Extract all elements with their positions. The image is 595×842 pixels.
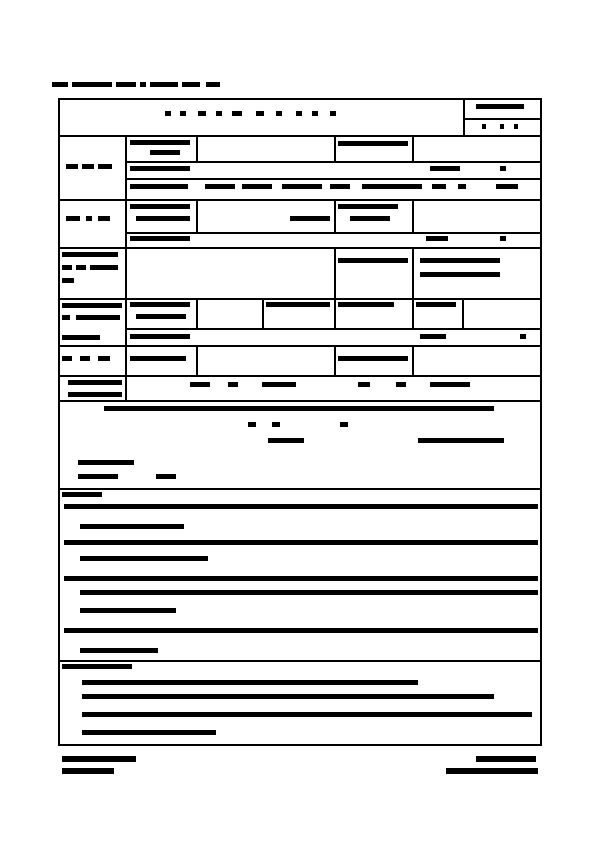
- form-title-mark: [296, 111, 302, 116]
- row-label: [76, 315, 120, 320]
- field-mark: [500, 166, 506, 171]
- form-code-mark: [514, 124, 518, 129]
- field-mark: [205, 184, 235, 189]
- form-code-mark: [500, 124, 504, 129]
- rule-v: [334, 199, 336, 233]
- rule: [58, 660, 542, 662]
- top-caption-mark: [182, 82, 200, 87]
- declaration-line: [248, 422, 256, 427]
- declaration-line: [78, 460, 134, 465]
- field-mark: [520, 334, 526, 339]
- footer-left-mark: [62, 768, 114, 774]
- field-mark: [430, 382, 470, 387]
- field-mark: [338, 356, 408, 361]
- rule: [58, 298, 542, 300]
- footer-left-mark: [62, 756, 136, 762]
- rule: [58, 135, 542, 137]
- field-mark: [396, 382, 406, 387]
- form-title-mark: [165, 111, 171, 116]
- row-label: [68, 392, 122, 397]
- rule-v: [262, 298, 264, 329]
- field-mark: [426, 236, 448, 241]
- field-mark: [496, 184, 518, 189]
- rule-v: [196, 298, 198, 329]
- note-item: [80, 590, 538, 595]
- field-mark: [130, 204, 190, 209]
- field-mark: [432, 184, 446, 189]
- rule: [58, 345, 542, 347]
- note-item: [80, 556, 208, 561]
- top-caption-mark: [116, 82, 136, 87]
- row-label: [62, 278, 74, 283]
- field-mark: [130, 184, 188, 189]
- form-title-mark: [276, 111, 282, 116]
- field-mark: [338, 302, 394, 307]
- rule-v: [412, 199, 414, 233]
- field-mark: [420, 272, 500, 277]
- row-label: [62, 265, 72, 270]
- field-mark: [242, 184, 272, 189]
- row-label: [98, 216, 110, 221]
- form-title-mark: [216, 111, 222, 116]
- remark-item: [82, 712, 532, 717]
- remark-item: [82, 694, 494, 699]
- form-code-line: [463, 118, 542, 120]
- rule-v: [334, 247, 336, 298]
- row-label: [62, 356, 72, 361]
- field-mark: [358, 382, 370, 387]
- field-mark: [282, 184, 322, 189]
- field-mark: [420, 258, 500, 263]
- field-mark: [416, 302, 456, 307]
- note-item: [64, 504, 538, 509]
- field-mark: [266, 302, 330, 307]
- declaration-line: [156, 474, 176, 479]
- rule: [126, 178, 542, 180]
- declaration-line: [104, 406, 494, 411]
- declaration-line: [78, 474, 118, 479]
- rule-v: [334, 298, 336, 329]
- declaration-line: [418, 438, 504, 443]
- form-title-mark: [180, 111, 186, 116]
- field-mark: [500, 236, 506, 241]
- declaration-line: [268, 438, 304, 443]
- notes-heading-mark: [62, 492, 102, 497]
- row-label: [68, 380, 122, 385]
- field-mark: [338, 258, 408, 263]
- rule-v: [196, 135, 198, 162]
- row-label: [86, 216, 92, 221]
- rule: [58, 247, 542, 249]
- field-mark: [350, 216, 390, 221]
- rule: [58, 488, 542, 490]
- row-label: [62, 252, 118, 257]
- field-mark: [362, 184, 422, 189]
- row-label: [62, 315, 70, 320]
- field-mark: [130, 334, 190, 339]
- remark-item: [82, 730, 216, 735]
- row-label: [98, 356, 110, 361]
- field-mark: [330, 184, 350, 189]
- row-label: [80, 356, 90, 361]
- field-mark: [130, 236, 190, 241]
- declaration-line: [272, 422, 280, 427]
- top-caption-mark: [206, 82, 220, 87]
- remarks-heading-mark: [62, 664, 132, 669]
- field-mark: [338, 141, 408, 146]
- row-label: [90, 265, 118, 270]
- field-mark: [420, 334, 446, 339]
- note-item: [80, 608, 176, 613]
- rule-v: [412, 345, 414, 375]
- field-mark: [430, 166, 460, 171]
- field-mark: [130, 356, 186, 361]
- form-code-mark: [476, 104, 524, 109]
- field-mark: [136, 314, 186, 319]
- rule-v: [412, 298, 414, 329]
- field-mark: [130, 140, 190, 145]
- top-caption-mark: [150, 82, 178, 87]
- field-mark: [338, 204, 398, 209]
- form-title-mark: [232, 111, 242, 116]
- form-code-mark: [482, 124, 486, 129]
- top-caption-mark: [72, 82, 112, 87]
- field-mark: [262, 382, 296, 387]
- form-title-mark: [198, 111, 206, 116]
- note-item: [64, 628, 538, 633]
- note-item: [64, 576, 538, 581]
- remark-item: [82, 680, 418, 685]
- field-mark: [130, 166, 190, 171]
- row-label: [76, 265, 86, 270]
- rule: [58, 400, 542, 402]
- rule-v: [412, 247, 414, 298]
- rule-v: [334, 135, 336, 162]
- row-label: [66, 164, 78, 169]
- field-mark: [228, 382, 238, 387]
- footer-right-mark: [476, 756, 536, 762]
- note-item: [64, 540, 538, 545]
- top-caption-mark: [52, 82, 68, 87]
- rule-v: [196, 199, 198, 233]
- field-mark: [190, 382, 210, 387]
- field-mark: [458, 184, 466, 189]
- rule-v: [412, 135, 414, 162]
- form-title-mark: [312, 111, 318, 116]
- row-label: [62, 303, 122, 308]
- footer-right-mark: [446, 768, 538, 774]
- rule: [58, 199, 542, 201]
- rule-v: [334, 345, 336, 375]
- row-label: [62, 335, 100, 340]
- rule-v: [196, 345, 198, 375]
- field-mark: [150, 150, 180, 155]
- field-mark: [130, 302, 190, 307]
- label-column-rule: [125, 135, 127, 400]
- field-mark: [136, 216, 190, 221]
- field-mark: [290, 216, 330, 221]
- form-code-divider: [463, 98, 465, 136]
- declaration-line: [340, 422, 348, 427]
- note-item: [80, 524, 184, 529]
- note-item: [80, 648, 158, 653]
- row-label: [82, 164, 94, 169]
- row-label: [66, 216, 80, 221]
- rule-v: [462, 298, 464, 329]
- rule: [58, 375, 542, 377]
- top-caption-mark: [140, 82, 146, 87]
- form-title-mark: [330, 111, 336, 116]
- row-label: [98, 164, 112, 169]
- form-title-mark: [256, 111, 264, 116]
